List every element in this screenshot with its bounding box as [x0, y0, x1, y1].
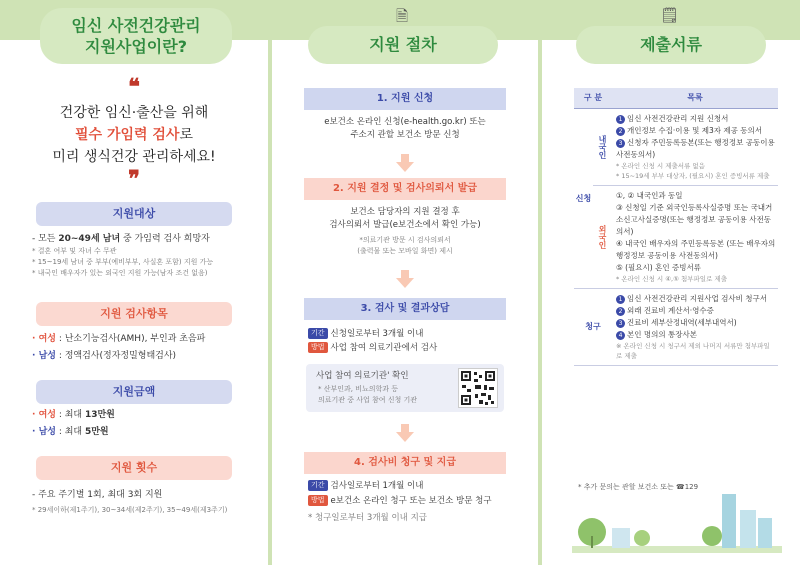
panel3-title: 제출서류 [576, 26, 766, 64]
step3-period: 기간 신청일로부터 3개월 이내 [308, 328, 508, 341]
checklist-icon: 🗒 [660, 6, 680, 24]
table-row [574, 108, 778, 185]
section-amount-heading: 지원금액 [36, 380, 232, 404]
hospital-check-box: 사업 참여 의료기관' 확인 * 산부인과, 비뇨의학과 등 의료기관 중 사업 참여 신청 기관 [306, 364, 504, 412]
panel-documents [542, 0, 800, 565]
hospital-check-title: 사업 참여 의료기관' 확인 [316, 371, 409, 381]
target-note: * 15~19세 남녀 중 부부(예비부부, 사실혼 포함) 지원 가능 [32, 258, 214, 266]
table-row [574, 288, 778, 365]
domestic-list: 1 임신 사전건강관리 지원 신청서 2 개인정보 수집·이용 및 제3자 제공 동의서 3 신청자 주민등록등본(또는 행정정보 공동이용 사전동의서) * 온라인 신청 시 제출서류 없음 * 15~19세 부부 대상자, (필요시) 혼인 증빙서류 제출 [612, 108, 778, 185]
step1-heading: 1. 지원 신청 [304, 88, 506, 110]
step4-period: 기간 검사일로부터 1개월 이내 [308, 480, 508, 493]
intro-line3: 미리 생식건강 관리하세요! [52, 149, 216, 165]
panel2-title: 지원 절차 [308, 26, 498, 64]
panel-procedure [272, 0, 538, 565]
title-line1: 임신 사전건강관리 [71, 16, 201, 35]
section-items-heading: 지원 검사항목 [36, 302, 232, 326]
count-main: - 주요 주기별 1회, 최대 3회 지원 [32, 490, 163, 500]
step2-heading: 2. 지원 결정 및 검사의뢰서 발급 [304, 178, 506, 200]
intro-text [0, 102, 268, 168]
target-note: * 내국인 배우자가 있는 외국인 지원 가능(남자 조건 없음) [32, 269, 208, 277]
intro-line2-rest: 로 [179, 127, 193, 143]
section-target-heading: 지원대상 [36, 202, 232, 226]
step1-text: e보건소 온라인 신청(e-health.go.kr) 또는 주소지 관할 보건소 방문 신청 [324, 117, 486, 140]
table-row [574, 185, 778, 288]
panel-about [0, 0, 268, 565]
claim-list: 1 임신 사전건강관리 지원사업 검사비 청구서 2 외래 진료비 계산서·영수증 3 진료비 세부산정내역(세부내역서) 4 본인 명의의 통장사본 ※ 온라인 신청 시 청구서 제외 나머지 서류만 첨부파일로 제출 [612, 288, 778, 365]
apply-label: 신청 [574, 108, 593, 288]
claim-label: 청구 [574, 288, 612, 365]
count-text [32, 488, 260, 516]
step4-method: 방법 e보건소 온라인 청구 또는 보건소 방문 청구 [308, 495, 508, 508]
foreign-label: 외국인 [593, 185, 612, 288]
intro-line1: 건강한 임신·출산을 위해 [59, 105, 209, 121]
close-quote-icon: ❞ [128, 166, 140, 192]
open-quote-icon: ❝ [128, 74, 140, 100]
step4-heading: 4. 검사비 청구 및 지급 [304, 452, 506, 474]
arrow-down-icon [396, 424, 414, 442]
document-pen-icon: 🗎 [396, 7, 409, 25]
documents-table [574, 88, 778, 366]
intro-highlight: 필수 가임력 검사 [75, 127, 180, 143]
arrow-down-icon [396, 154, 414, 172]
section-count-heading: 지원 횟수 [36, 456, 232, 480]
arrow-down-icon [396, 270, 414, 288]
count-note: * 29세이하(제1주기), 30~34세(제2주기), 35~49세(제3주기) [32, 506, 228, 514]
qr-code-icon[interactable] [458, 368, 498, 408]
city-trees-illustration [572, 488, 782, 553]
step2-text: 보건소 담당자의 지원 결정 후 검사의뢰서 발급(e보건소에서 확인 가능) *의료기관 방문 시 검사의뢰서 (출력물 또는 모바일 화면) 제시 [329, 207, 481, 255]
target-text: - 모든 20~49세 남녀 중 가임력 검사 희망자 * 결혼 여부 및 자녀 수 무관 * 15~19세 남녀 중 부부(예비부부, 사실혼 포함) 지원 가능 * 내국인 배우자가 있는 외국인 지원 가능(남자 조건 없음) [32, 232, 260, 279]
title-line2: 지원사업이란? [84, 37, 188, 56]
th-category: 구 분 [574, 88, 612, 108]
step4-note: * 청구일로부터 3개월 이내 지급 [308, 513, 427, 523]
panel1-title [40, 8, 232, 64]
step3-heading: 3. 검사 및 결과상담 [304, 298, 506, 320]
step3-method: 방법 사업 참여 의료기관에서 검사 [308, 342, 508, 355]
domestic-label: 내국인 [593, 108, 612, 185]
th-list: 목록 [612, 88, 778, 108]
items-text: · 여성 : 난소기능검사(AMH), 부인과 초음파 · 남성 : 정액검사(정자정밀형태검사) [32, 334, 206, 361]
foreign-list: ①, ② 내국인과 동일 ③ 신청일 기준 외국인등록사실증명 또는 국내거소신고사실증명(또는 행정정보 공동이용 사전동의서) ④ 내국인 배우자의 주민등록등본 (또는 배우자의 행정정보 공동이용 사전동의서) ⑤ (필요시) 혼인 증빙서류 * 온라인 신청 시 ④,⑤ 첨부파일로 제출 [612, 185, 778, 288]
contact-footnote: * 추가 문의는 관할 보건소 또는 ☎129 [578, 483, 699, 491]
target-note: * 결혼 여부 및 자녀 수 무관 [32, 247, 117, 255]
amount-text: · 여성 : 최대 13만원 · 남성 : 최대 5만원 [32, 410, 115, 437]
